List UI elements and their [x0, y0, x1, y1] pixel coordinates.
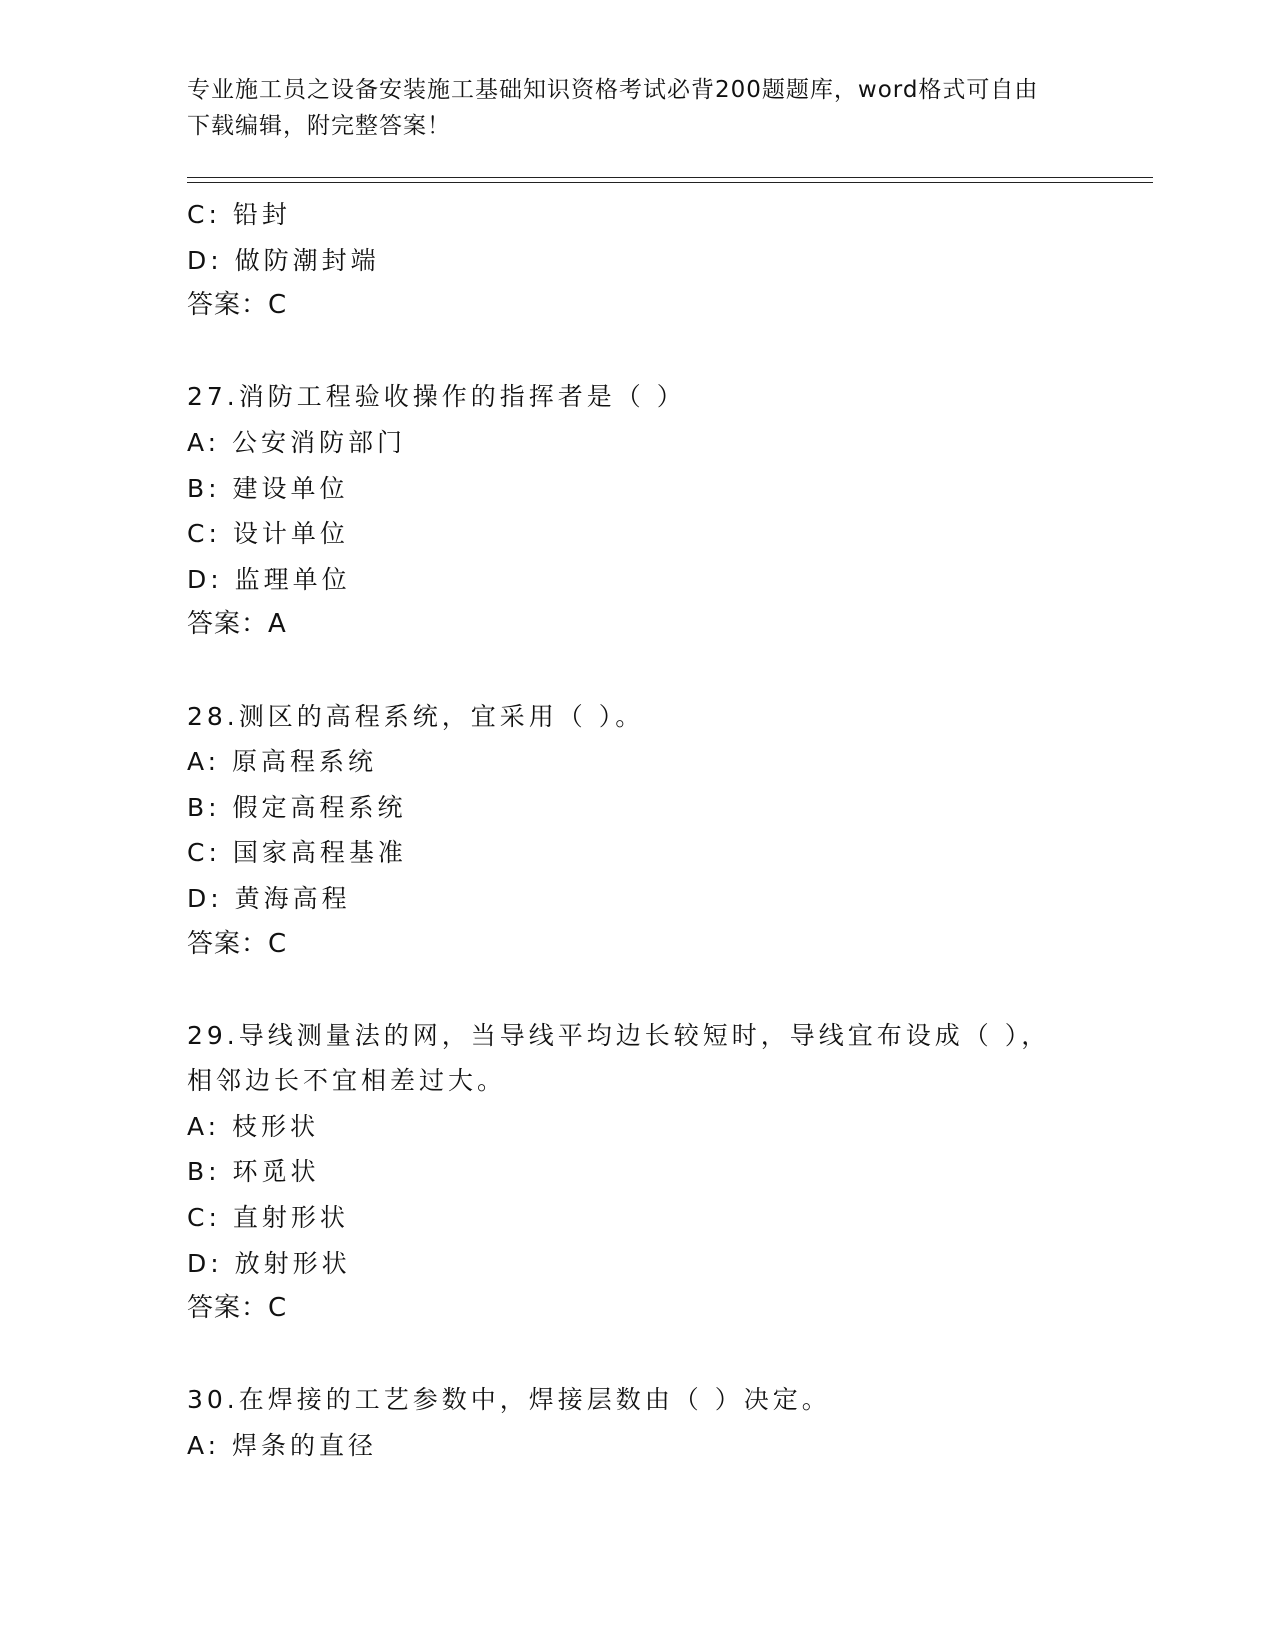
option-d: D: 做防潮封端 — [187, 245, 380, 275]
spacer — [187, 1332, 1127, 1378]
spacer — [187, 967, 1127, 1013]
answer: 答案：A — [187, 609, 287, 640]
answer: 答案：C — [187, 928, 288, 959]
option-a: A: 枝形状 — [187, 1111, 320, 1141]
option-a: A: 原高程系统 — [187, 747, 378, 777]
option-c: C: 国家高程基准 — [187, 838, 407, 868]
option-d: D: 监理单位 — [187, 564, 351, 594]
option-a: A: 公安消防部门 — [187, 427, 407, 457]
spacer — [187, 329, 1127, 375]
option-c: C: 铅封 — [187, 200, 291, 229]
option-b: B: 环觅状 — [187, 1157, 320, 1187]
document-header — [187, 72, 1067, 144]
question-29 — [187, 1013, 1127, 1332]
question-text: 30.在焊接的工艺参数中，焊接层数由（ ）决定。 — [187, 1385, 831, 1415]
header-divider-bottom — [187, 182, 1153, 183]
header-title-line-2: 下载编辑，附完整答案！ — [187, 113, 451, 139]
question-27 — [187, 374, 1127, 648]
option-d: D: 黄海高程 — [187, 883, 351, 913]
header-divider-top — [187, 177, 1153, 178]
question-text-line-1: 29.导线测量法的网，当导线平均边长较短时，导线宜布设成（ ）， — [187, 1020, 1051, 1050]
option-c: C: 设计单位 — [187, 519, 349, 549]
question-text: 27.消防工程验收操作的指挥者是（ ） — [187, 382, 686, 412]
option-d: D: 放射形状 — [187, 1248, 351, 1278]
question-26-tail — [187, 192, 1127, 329]
option-a: A: 焊条的直径 — [187, 1431, 378, 1461]
answer: 答案：C — [187, 1293, 288, 1324]
option-c: C: 直射形状 — [187, 1203, 349, 1233]
answer: 答案：C — [187, 290, 288, 321]
question-list — [187, 192, 1127, 1469]
question-text: 28.测区的高程系统，宜采用（ ）。 — [187, 701, 645, 731]
question-28 — [187, 694, 1127, 968]
option-b: B: 建设单位 — [187, 473, 349, 503]
option-b: B: 假定高程系统 — [187, 792, 407, 822]
question-text-line-2: 相邻边长不宜相差过大。 — [187, 1066, 507, 1096]
spacer — [187, 648, 1127, 694]
question-30 — [187, 1377, 1127, 1468]
header-title-line-1: 专业施工员之设备安装施工基础知识资格考试必背200题题库，word格式可自由 — [187, 77, 1039, 103]
